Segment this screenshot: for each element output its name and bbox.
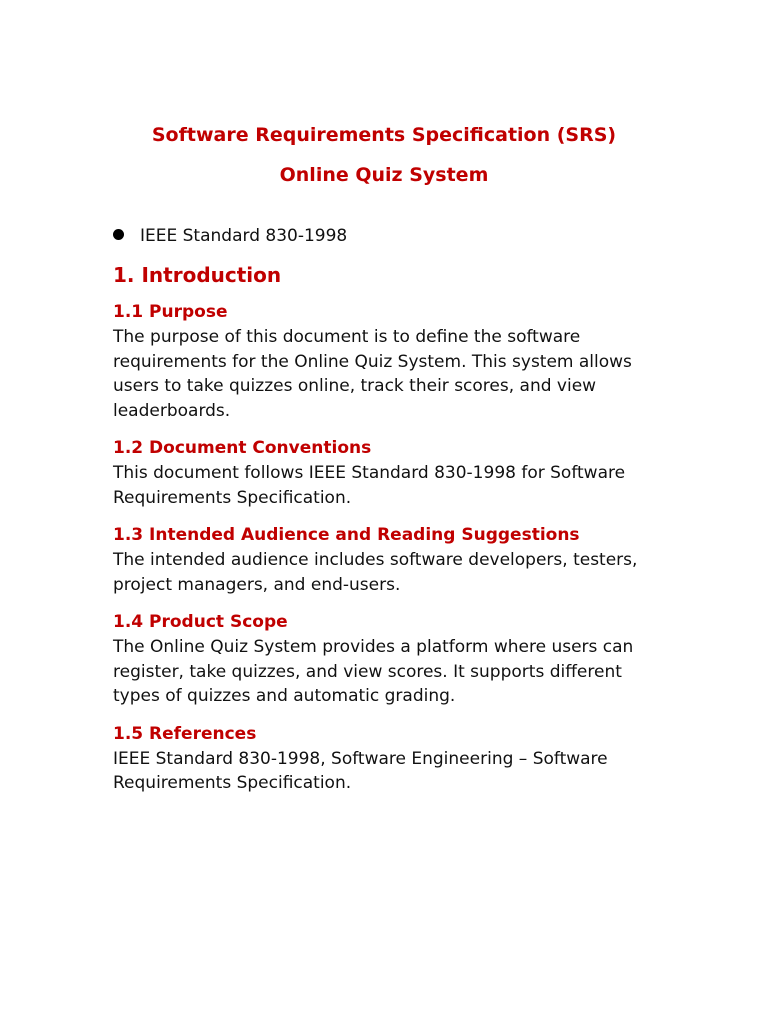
section-heading: 1.3 Intended Audience and Reading Suggestions xyxy=(113,525,580,545)
bullet-icon xyxy=(113,229,124,240)
section-text: IEEE Standard 830-1998, Software Engineering – Software Requirements Specification. xyxy=(113,748,608,793)
section-heading: 1.2 Document Conventions xyxy=(113,438,372,458)
section-document-conventions xyxy=(113,437,673,510)
section-text: This document follows IEEE Standard 830-1998 for Software Requirements Specification. xyxy=(113,463,626,508)
section-text: The intended audience includes software developers, testers, project managers, and end-users. xyxy=(113,550,638,595)
section-heading: 1.1 Purpose xyxy=(113,302,228,322)
document-subtitle: Online Quiz System xyxy=(279,164,489,186)
standard-bullet-text: IEEE Standard 830-1998 xyxy=(140,226,348,246)
section-text: The Online Quiz System provides a platform where users can register, take quizzes, and view scores. It supports different types of quizzes and automatic grading. xyxy=(113,637,634,706)
section-product-scope xyxy=(113,611,673,709)
section-text: The purpose of this document is to define the software requirements for the Online Quiz System. This system allows users to take quizzes online, track their scores, and view leaderboards. xyxy=(113,327,632,421)
introduction-section xyxy=(113,262,673,796)
section-references xyxy=(113,723,673,796)
section-heading: 1.4 Product Scope xyxy=(113,612,288,632)
standard-bullet-item xyxy=(113,225,347,247)
section-purpose xyxy=(113,301,673,423)
section-intended-audience xyxy=(113,524,673,597)
document-title: Software Requirements Specification (SRS) xyxy=(151,124,617,146)
section-heading: 1.5 References xyxy=(113,723,257,744)
introduction-heading: 1. Introduction xyxy=(113,263,282,287)
